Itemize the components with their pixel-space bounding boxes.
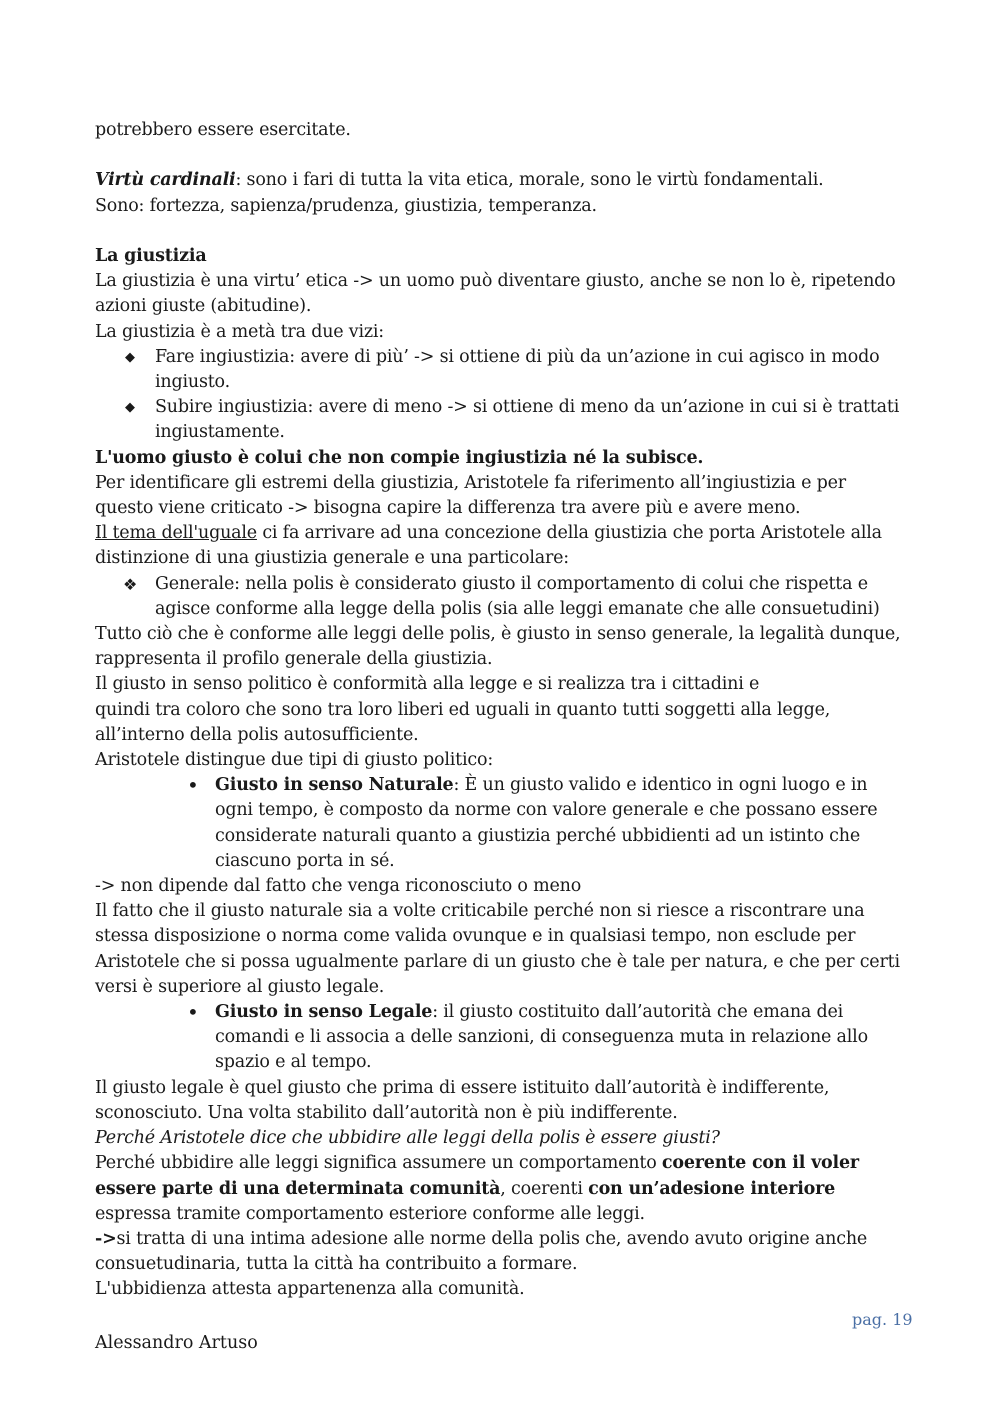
- virtu-cardinali-term: Virtù cardinali: [95, 170, 236, 191]
- bold-statement: L'uomo giusto è colui che non compie ingiustizia né la subisce.: [95, 447, 704, 468]
- section-heading: La giustizia: [95, 245, 207, 266]
- paragraph-ubbidire: Perché ubbidire alle leggi significa assumere un comportamento coerente con il voler essere parte di una determinata comunità, coerenti con un’adesione interiore espressa tramite comportamento esteriore conforme alle leggi.: [95, 1153, 859, 1224]
- paragraph-tema-uguale: Il tema dell'uguale ci fa arrivare ad una concezione della giustizia che porta Aristotele alla distinzione di una giustizia generale e una particolare:: [95, 523, 882, 569]
- diamond-bullet-icon: ◆: [125, 349, 135, 365]
- author-name: Alessandro Artuso: [95, 1333, 258, 1353]
- round-bullet-icon: •: [187, 773, 199, 798]
- virtu-cardinali-paragraph: [95, 168, 905, 193]
- paragraph-due-tipi: Aristotele distingue due tipi di giusto politico:: [95, 750, 494, 771]
- diamond-bullet-icon: ◆: [125, 400, 135, 416]
- list-item-subire-ingiustizia: ◆ Subire ingiustizia: avere di meno -> si ottiene di meno da un’azione in cui si è trattati ingiustamente.: [125, 397, 900, 443]
- virtu-cardinali-list: Sono: fortezza, sapienza/prudenza, giustizia, temperanza.: [95, 195, 597, 216]
- virtu-cardinali-definition: : sono i fari di tutta la vita etica, morale, sono le virtù fondamentali.: [235, 170, 824, 191]
- paragraph-due-vizi: La giustizia è a metà tra due vizi:: [95, 321, 384, 342]
- document-body: [95, 118, 905, 1303]
- top-line: potrebbero essere esercitate.: [95, 120, 351, 140]
- paragraph-giusto-politico-b: quindi tra coloro che sono tra loro liberi ed uguali in quanto tutti soggetti alla legge, all’interno della polis autosufficiente.: [95, 699, 831, 745]
- paragraph-virtu-etica: La giustizia è una virtu’ etica -> un uomo può diventare giusto, anche se non lo è, ripetendo azioni giuste (abitudine).: [95, 271, 896, 317]
- paragraph-giusto-legale: Il giusto legale è quel giusto che prima di essere istituito dall’autorità è indifferente, sconosciuto. Una volta stabilito dall’autorità non è più indifferente.: [95, 1077, 830, 1123]
- tema-uguale-underlined: Il tema dell'uguale: [95, 523, 257, 544]
- page-number: pag. 19: [852, 1310, 913, 1329]
- round-bullet-icon: •: [187, 1000, 199, 1025]
- paragraph-giusto-naturale-critica: Il fatto che il giusto naturale sia a volte criticabile perché non si riesce a riscontrare una stessa disposizione o norma come valida ovunque e in qualsiasi tempo, non esclude per Aristotele che si possa ugualmente parlare di un giusto che è tale per natura, e che per certi versi è superiore al giusto legale.: [95, 901, 900, 997]
- list-item-generale: ❖ Generale: nella polis è considerato giusto il comportamento di colui che rispetta e agisce conforme alla legge della polis (sia alle leggi emanate che alle consuetudini): [123, 573, 880, 619]
- question-italic: Perché Aristotele dice che ubbidire alle leggi della polis è essere giusti?: [95, 1128, 720, 1149]
- paragraph-giusto-politico-a: Il giusto in senso politico è conformità alla legge e si realizza tra i cittadini e: [95, 674, 760, 695]
- four-diamond-bullet-icon: ❖: [123, 574, 138, 594]
- paragraph-ubbidienza: L'ubbidienza attesta appartenenza alla comunità.: [95, 1279, 525, 1300]
- paragraph-legalita: Tutto ciò che è conforme alle leggi delle polis, è giusto in senso generale, la legalità dunque, rappresenta il profilo generale della giustizia.: [95, 624, 901, 670]
- list-item-giusto-legale: • Giusto in senso Legale: il giusto costituito dall’autorità che emana dei comandi e li associa a delle sanzioni, di conseguenza muta in relazione allo spazio e al tempo.: [187, 1000, 868, 1073]
- list-item-giusto-naturale: • Giusto in senso Naturale: È un giusto valido e identico in ogni luogo e in ogni tempo, è composto da norme con valore generale e che possano essere considerate naturali quanto a giustizia perché ubbidienti ad un istinto che ciascuno porta in sé.: [187, 773, 878, 871]
- paragraph-riconosciuto: -> non dipende dal fatto che venga riconosciuto o meno: [95, 876, 582, 897]
- paragraph-intima-adesione: ->si tratta di una intima adesione alle norme della polis che, avendo avuto origine anche consuetudinaria, tutta la città ha contribuito a formare.: [95, 1228, 868, 1275]
- paragraph-estremi: Per identificare gli estremi della giustizia, Aristotele fa riferimento all’ingiustizia e per questo viene criticato -> bisogna capire la differenza tra avere più e avere meno.: [95, 472, 846, 519]
- list-item-fare-ingiustizia: ◆ Fare ingiustizia: avere di più’ -> si ottiene di più da un’azione in cui agisco in modo ingiusto.: [125, 346, 880, 392]
